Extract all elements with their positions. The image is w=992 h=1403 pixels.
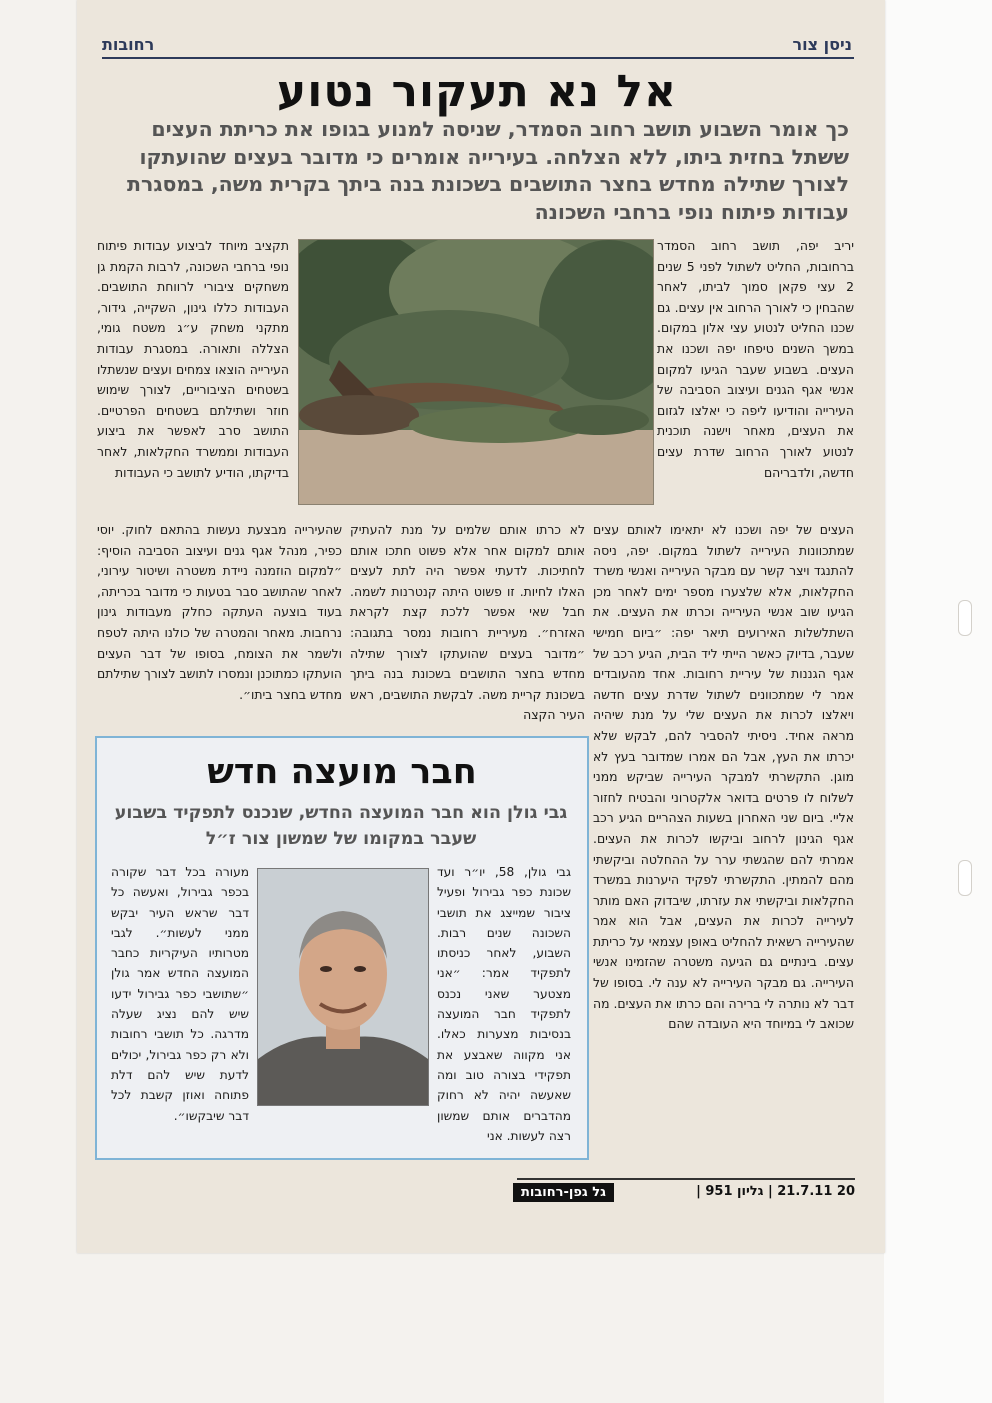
new-council-member-box xyxy=(95,736,589,1160)
page-header xyxy=(102,35,852,55)
box-title: חבר מועצה חדש xyxy=(207,752,477,792)
article-column-left-bottom: שהעירייה מבצעת נעשות בהתאם לחוק. יוסי כפיר, מנהל אגף גנים ועיצוב הסביבה הוסיף: ״למקום הוזמנה ניידת משטרה ושיטור עירוני, לאחר שהתושב סבר בטעות כי מדובר בכריתה, בעוד בוצעה העתקה כחלק מעבודות גינון נרחבות. מאחר והמטרה של כולנו היתה לטפח ולשמר את הצומח, בסופו של דבר העצים הועתקו כמתוכנן ונמסרו לתושב לצורך שתילתם מחדש בחצר ביתו״. xyxy=(97,522,342,702)
article-column-middle: לא כרתו אותם שלמים על מנת להעתיק אותם למקום אחר אלא פשוט חתכו אותם לחתיכות. לדעתי אפשר היה לתת לעצים האלו לחיות. זו פשוט היתה קנטרנות לשמה. חבל שאי אפשר ללכת קצת לקראת האזרח״. מעיריית רחובות נמסר בתגובה: ״מדובר בעצים שהועתקו לצורך שתילה מחדש בחצר התושבים בשכונת בנה ביתך בשכונת קריית משה. לבקשת התושבים, ראש העיר הקצה xyxy=(350,522,585,723)
tree-illustration xyxy=(299,240,653,504)
scanner-margin xyxy=(884,0,992,1403)
author-byline: ניסן צור xyxy=(792,35,852,54)
issue-info xyxy=(696,1184,855,1199)
councilman-portrait xyxy=(257,868,429,1106)
page-number: 20 xyxy=(836,1184,855,1199)
issue-date: 21.7.11 | גליון 951 | xyxy=(696,1184,833,1199)
article-column-right-top: יריב יפה, תושב רחוב הסמדר ברחובות, החליט לשתול לפני 5 שנים 2 עצי פקאן סמוך לביתו, לאחר שהבחין כי לאורך הרחוב אין עצים. גם שכנו החליט לנטוע עצי אלון במקום. במשך השנים טיפחו יפה ושכנו את העצים. בשבוע שעבר הגיעו למקום אנשי אגף הגנים ועיצוב הסביבה של העירייה והודיעו ליפה כי יאלצו לגזום את העצים, מאחר וישנה תוכנית לנטוע לאורך הרחוב שדרת עצים חדשה, ולדבריהם xyxy=(657,238,855,480)
box-column-right: גבי גולן, 58, יו״ר ועד שכונת כפר גבירול ופעיל ציבור שמייצג את תושבי השכונה שנים רבות. השבוע, לאחר כניסתו לתפקיד אמר: ״אני מצטער שאני נכנס לתפקיד חבר המועצה בנסיבות מצערות כאלו. אני מקווה שאבצע את תפקידי בצורה טוב ומה שאעשה יהיה לא רחוק מהדברים אותם שמשון רצה לעשות. אני xyxy=(437,865,571,1143)
article-column-left-top: תקציב מיוחד לביצוע עבודות פיתוח נופי ברחבי השכונה, לרבות הקמת גן משחקים ציבורי לרווחת התושבים. העבודות כללו גינון, השקייה, גידור, מתקני משחק ע״ג משטח גומי, הצללה ותאורה. במסגרת עבודות העירייה הוצאו צמחים ועצים שנשתלו בשטחים הציבוריים, לצורך שימוש חוזר ושתילתם בשטחים הפרטיים. התושב סרב לאפשר את ביצוע העבודות וממשרד החקלאות, לאחר בדיקתו, הודיע לתושב כי העבודות xyxy=(97,238,289,480)
box-column-left: מעורה בכל דבר שקורה בכפר גבירול, ואעשה כל דבר שראש העיר יבקש ממני לעשות״. לגבי מטרותיו העיקריות כחבר המועצה החדש אמר גולן ״שתושבי כפר גבירול ידעו שיש להם נציג שעלה מדרגה. כל תושבי רחובות ולא רק כפר גבירול, יכולים לדעת שיש להם דלת פתוחה ואוזן קשבת לכל דבר שיבקשו״. xyxy=(111,865,249,1123)
page-footer xyxy=(517,1178,855,1202)
header-rule xyxy=(102,57,854,59)
punch-hole xyxy=(958,860,972,896)
punch-hole xyxy=(958,600,972,636)
portrait-illustration xyxy=(258,869,428,1105)
article-subhead: כך אומר השבוע תושב רחוב הסמדר, שניסה למנוע בגופו את כריתת העצים ששתל בחזית ביתו, ללא הצלחה. בעירייה אומרים כי מדובר בעצים שהועתקו לצורך שתילה מחדש בחצר התושבים בשכונת בנה ביתך בקרית משה, במסגרת עבודות פיתוח נופי ברחבי השכונה xyxy=(126,117,849,224)
fallen-tree-photo xyxy=(298,239,654,505)
article-headline: אל נא תעקור נטוע xyxy=(276,66,678,117)
publication-name: גל גפן-רחובות xyxy=(513,1183,614,1202)
section-name: רחובות xyxy=(102,35,155,54)
article-column-right: העצים של יפה ושכנו לא יתאימו לאותם עצים שמתכוונות העירייה לשתול במקום. יפה, ניסה להתנגד ויצר קשר עם מבקר העירייה ואנשי משרד החקלאות, אלא שלצערו מספר ימים לאחר מכן הגיעו שוב אנשי העירייה וכרתו את העצים. את השתלשלות האירועים תיאר יפה: ״ביום חמישי שעבר, בדיוק כאשר הייתי ליד הבית, הגיע רכב של אגף הגננות של עיריית רחובות. אחד מהעובדים אמר לי שמתכוונים לשתול שדרת עצים חדשה ויאלצו לכרות את העצים שלי על מנת שיהיה מראה אחיד. ניסיתי להסביר להם, לבקש שלא יכרתו את העץ, אבל הם אמרו שמדובר בעץ לא מוגן. התקשרתי למבקר העירייה שביקש ממני לשלוח לו פרטים בדואר אלקטרוני והבטיח לחזור אליי. ביום שני האחרון בשעות הצהריים הגיע רכב אגף הגינון לרחוב וביקשו לכרות את העצים. אמרתי להם שהגשתי ערר על ההחלטה וביקשתי מהם להמתין. התקשרתי לפקיד היערנות במשרד החקלאות וביקשתי את עזרתו, שיבדוק האם מותר לעירייה לכרות את העצים, אבל הוא אמר שהעירייה רשאית להחליט באופן עצמאי על כריתת עצים. בינתיים גם הגיעה משטרה שהזמינו אנשי העירייה. גם מבקר העירייה לא ענה לי. בסופו של דבר לא נותרה לי ברירה והם כרתו את העצים. מה שכואב לי במיוחד היא העובדה שהם xyxy=(593,522,854,1032)
box-subtitle: גבי גולן הוא חבר המועצה החדש, שנכנס לתפקיד בשבוע שעבר במקומו של שמשון צור ז״ל xyxy=(114,803,568,849)
newspaper-page xyxy=(77,0,885,1253)
